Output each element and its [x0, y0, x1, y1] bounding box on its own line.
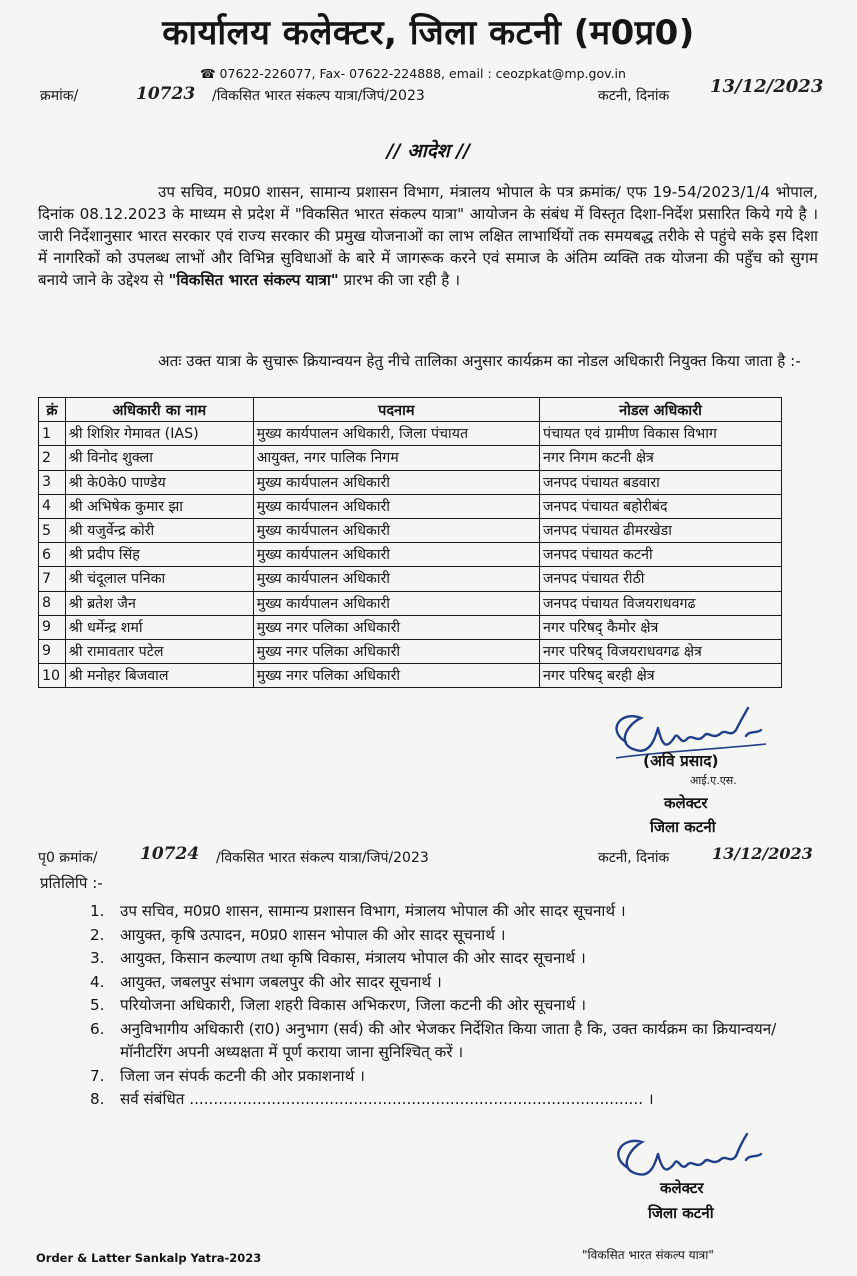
cell-nodal-area: नगर परिषद् विजयराधवगढ क्षेत्र [540, 639, 782, 663]
cell-officer-name: श्री शिशिर गेमावत (IAS) [65, 422, 253, 446]
officer-service: आई.ए.एस. [690, 774, 737, 787]
order-paragraph-1 [38, 181, 818, 291]
order-heading: // आदेश // [386, 140, 471, 162]
cell-designation: मुख्य नगर पलिका अधिकारी [253, 615, 539, 639]
endorsement-place-date-label: कटनी, दिनांक [598, 850, 670, 866]
copy-item-text: उप सचिव, म0प्र0 शासन, सामान्य प्रशासन विभाग, मंत्रालय भोपाल की ओर सादर सूचनार्थ । [120, 902, 626, 920]
copy-list-item [90, 1088, 790, 1112]
ref-date: 13/12/2023 [710, 76, 824, 97]
table-row [39, 664, 782, 688]
copy-item-number: 3. [90, 949, 105, 967]
copy-list-item [90, 1065, 790, 1089]
para1-end: प्रारभ की जा रही है । [343, 271, 460, 289]
copy-item-number: 6. [90, 1019, 105, 1038]
endorsement-subject: /विकसित भारत संकल्प यात्रा/जिपं/2023 [216, 850, 429, 866]
cell-designation: आयुक्त, नगर पालिक निगम [253, 446, 539, 470]
copy-list [90, 900, 790, 1112]
copy-list-item [90, 1018, 790, 1065]
copy-item-number: 5. [90, 996, 105, 1014]
col-name: अधिकारी का नाम [65, 398, 253, 422]
yatra-name: "विकसित भारत संकल्प यात्रा" [168, 271, 339, 289]
cell-nodal-area: जनपद पंचायत कटनी [540, 543, 782, 567]
table-row [39, 470, 782, 494]
copy-item-text: परियोजना अधिकारी, जिला शहरी विकास अभिकरण, जिला कटनी की ओर सूचनार्थ । [120, 996, 587, 1014]
cell-designation: मुख्य कार्यपालन अधिकारी [253, 470, 539, 494]
cell-officer-name: श्री मनोहर बिजवाल [65, 664, 253, 688]
table-row [39, 494, 782, 518]
copy-list-item [90, 900, 790, 924]
office-title: कार्यालय कलेक्टर, जिला कटनी (म0प्र0) [162, 13, 695, 53]
footer-right-note: "विकसित भारत संकल्प यात्रा" [582, 1248, 714, 1262]
ref-place-date-label: कटनी, दिनांक [598, 88, 670, 104]
table-row [39, 567, 782, 591]
col-serial: क्रं [39, 398, 66, 422]
copy-to-label: प्रतिलिपि :- [40, 874, 103, 892]
copy-item-text: आयुक्त, किसान कल्याण तथा कृषि विकास, मंत्रालय भोपाल की ओर सादर सूचनार्थ । [120, 949, 586, 967]
para1-text: उप सचिव, म0प्र0 शासन, सामान्य प्रशासन विभाग, मंत्रालय भोपाल के पत्र क्रमांक/ एफ 19-54/2023/1/4 भोपाल, दिनांक 08.12.2023 के माध्यम से प्रदेश में "विकसित भारत संकल्प यात्रा" आयोजन के संबंध में विस्तृत दिशा-निर्देश प्रसारित किये गये है । जारी निर्देशानुसार भारत सरकार एवं राज्य सरकार की प्रमुख योजनाओं का लाभ लक्षित लाभार्थियों तक समयबद्ध तरीके से पहुंचे सके इस दिशा में नागरिकों को उपलब्ध लाभों और विभिन्न सुविधाओं के बारे में जागरूक करने एवं समाज के अंतिम व्यक्ति तक योजना की पहुँच को सुगम बनाये जाने के उद्देश्य से [38, 183, 818, 289]
table-row [39, 543, 782, 567]
cell-officer-name: श्री प्रदीप सिंह [65, 543, 253, 567]
cell-serial: 8 [39, 591, 66, 615]
endorsement-number: 10724 [140, 844, 200, 864]
cell-serial: 5 [39, 518, 66, 542]
copy-item-number: 8. [90, 1090, 105, 1108]
cell-officer-name: श्री ब्रतेश जैन [65, 591, 253, 615]
cell-designation: मुख्य कार्यपालन अधिकारी, जिला पंचायत [253, 422, 539, 446]
cell-officer-name: श्री धर्मेन्द्र शर्मा [65, 615, 253, 639]
copy-list-item [90, 971, 790, 995]
cell-designation: मुख्य नगर पलिका अधिकारी [253, 639, 539, 663]
cell-officer-name: श्री विनोद शुक्ला [65, 446, 253, 470]
col-designation: पदनाम [253, 398, 539, 422]
officer-name: (अवि प्रसाद) [643, 752, 719, 770]
col-nodal: नोडल अधिकारी [540, 398, 782, 422]
cell-nodal-area: जनपद पंचायत विजयराधवगढ [540, 591, 782, 615]
ref-label: क्रमांक/ [40, 88, 79, 104]
cell-nodal-area: नगर निगम कटनी क्षेत्र [540, 446, 782, 470]
copy-item-text: आयुक्त, कृषि उत्पादन, म0प्र0 शासन भोपाल की ओर सादर सूचनार्थ । [120, 925, 506, 944]
table-row [39, 446, 782, 470]
cell-serial: 9 [39, 639, 66, 663]
cell-serial: 9 [39, 615, 66, 639]
table-row [39, 615, 782, 639]
copy-list-item [90, 994, 790, 1018]
cell-serial: 7 [39, 567, 66, 591]
copy-item-number: 7. [90, 1066, 105, 1085]
cell-officer-name: श्री के0के0 पाण्डेय [65, 470, 253, 494]
copy-list-item [90, 947, 790, 971]
cell-serial: 1 [39, 422, 66, 446]
cell-designation: मुख्य कार्यपालन अधिकारी [253, 518, 539, 542]
copy-item-text: आयुक्त, जबलपुर संभाग जबलपुर की ओर सादर सूचनार्थ । [120, 972, 442, 991]
copy-list-item [90, 924, 790, 948]
cell-designation: मुख्य नगर पलिका अधिकारी [253, 664, 539, 688]
cell-officer-name: श्री चंदूलाल पनिका [65, 567, 253, 591]
cell-designation: मुख्य कार्यपालन अधिकारी [253, 567, 539, 591]
cell-nodal-area: जनपद पंचायत ढीमरखेडा [540, 518, 782, 542]
copy-item-number: 4. [90, 972, 105, 991]
table-row [39, 518, 782, 542]
ref-number: 10723 [136, 84, 196, 104]
cell-nodal-area: जनपद पंचायत बडवारा [540, 470, 782, 494]
collector-office: जिला कटनी [650, 818, 716, 836]
table-row [39, 591, 782, 615]
order-paragraph-2: अतः उक्त यात्रा के सुचारू क्रियान्वयन हेतु नीचे तालिका अनुसार कार्यक्रम का नोडल अधिकारी नियुक्त किया जाता है :- [158, 352, 801, 370]
collector-designation-2: कलेक्टर [660, 1179, 704, 1197]
cell-nodal-area: जनपद पंचायत रीठी [540, 567, 782, 591]
copy-item-text: अनुविभागीय अधिकारी (रा0) अनुभाग (सर्व) की ओर भेजकर निर्देशित किया जाता है कि, उक्त कार्यक्रम का क्रियान्वयन/ मॉनीटरिंग अपनी अध्यक्षता में पूर्ण कराया जाना सुनिश्चित् करें । [120, 1019, 777, 1061]
cell-designation: मुख्य कार्यपालन अधिकारी [253, 494, 539, 518]
cell-serial: 4 [39, 494, 66, 518]
cell-officer-name: श्री रामावतार पटेल [65, 639, 253, 663]
footer-left-note: Order & Latter Sankalp Yatra-2023 [36, 1251, 262, 1265]
cell-serial: 2 [39, 446, 66, 470]
table-row [39, 639, 782, 663]
cell-serial: 10 [39, 664, 66, 688]
cell-nodal-area: पंचायत एवं ग्रामीण विकास विभाग [540, 422, 782, 446]
copy-item-number: 1. [90, 902, 105, 920]
collector-designation: कलेक्टर [664, 794, 708, 812]
copy-item-text: सर्व संबंधित .............................................................................................. । [120, 1090, 654, 1108]
ref-subject: /विकसित भारत संकल्प यात्रा/जिपं/2023 [212, 88, 425, 104]
collector-office-2: जिला कटनी [648, 1204, 714, 1222]
endorsement-date: 13/12/2023 [712, 844, 813, 863]
contact-line: ☎ 07622-226077, Fax- 07622-224888, email : ceozpkat@mp.gov.in [200, 66, 626, 81]
cell-serial: 6 [39, 543, 66, 567]
cell-nodal-area: जनपद पंचायत बहोरीबंद [540, 494, 782, 518]
cell-officer-name: श्री यजुर्वेन्द्र कोरी [65, 518, 253, 542]
cell-nodal-area: नगर परिषद् बरही क्षेत्र [540, 664, 782, 688]
cell-designation: मुख्य कार्यपालन अधिकारी [253, 591, 539, 615]
endorsement-label: पृ0 क्रमांक/ [38, 850, 98, 866]
copy-item-text: जिला जन संपर्क कटनी की ओर प्रकाशनार्थ । [120, 1066, 365, 1085]
nodal-officers-table [38, 397, 782, 688]
table-header-row [39, 398, 782, 422]
cell-nodal-area: नगर परिषद् कैमोर क्षेत्र [540, 615, 782, 639]
table-row [39, 422, 782, 446]
cell-officer-name: श्री अभिषेक कुमार झा [65, 494, 253, 518]
cell-designation: मुख्य कार्यपालन अधिकारी [253, 543, 539, 567]
copy-item-number: 2. [90, 925, 105, 944]
cell-serial: 3 [39, 470, 66, 494]
